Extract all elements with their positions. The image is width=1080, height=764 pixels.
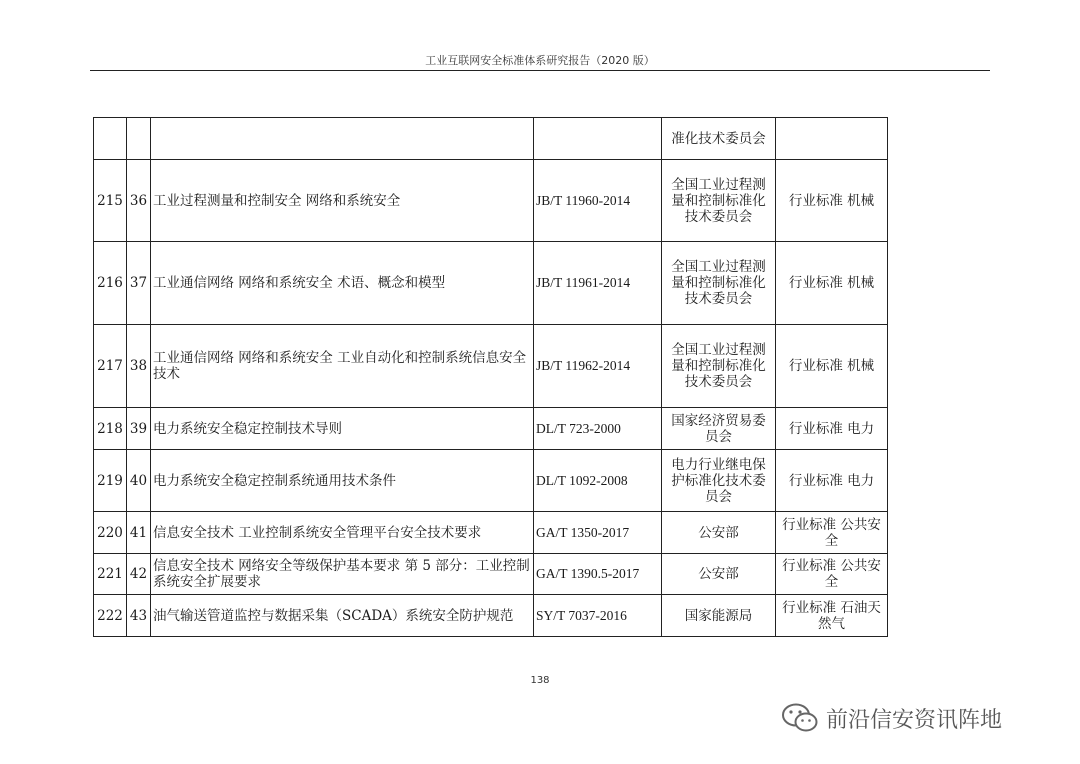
row-sub-seq: 43 bbox=[127, 595, 151, 637]
table-row bbox=[94, 450, 1000, 512]
table-row bbox=[94, 160, 1000, 242]
page-number: 138 bbox=[530, 675, 550, 686]
row-standard-type bbox=[776, 118, 888, 160]
row-seq: 222 bbox=[94, 595, 127, 637]
row-standard-code: JB/T 11961-2014 bbox=[534, 242, 662, 325]
row-standard-type: 行业标准 电力 bbox=[776, 450, 888, 512]
row-standard-code bbox=[534, 118, 662, 160]
page-header-title: 工业互联网安全标准体系研究报告（2020 版） bbox=[425, 54, 655, 67]
row-standard-type: 行业标准 机械 bbox=[776, 160, 888, 242]
row-seq: 218 bbox=[94, 408, 127, 450]
row-standard-name: 油气输送管道监控与数据采集（SCADA）系统安全防护规范 bbox=[151, 595, 534, 637]
row-standard-type: 行业标准 石油天然气 bbox=[776, 595, 888, 637]
row-sub-seq: 42 bbox=[127, 554, 151, 595]
table-row bbox=[94, 242, 1000, 325]
row-standard-name: 信息安全技术 网络安全等级保护基本要求 第 5 部分：工业控制系统安全扩展要求 bbox=[151, 554, 534, 595]
row-standard-code: JB/T 11960-2014 bbox=[534, 160, 662, 242]
row-issuing-org: 公安部 bbox=[662, 554, 776, 595]
row-standard-code: DL/T 723-2000 bbox=[534, 408, 662, 450]
row-standard-name: 信息安全技术 工业控制系统安全管理平台安全技术要求 bbox=[151, 512, 534, 554]
row-standard-name: 工业过程测量和控制安全 网络和系统安全 bbox=[151, 160, 534, 242]
row-sub-seq: 38 bbox=[127, 325, 151, 408]
row-standard-name bbox=[151, 118, 534, 160]
row-standard-name: 工业通信网络 网络和系统安全 工业自动化和控制系统信息安全技术 bbox=[151, 325, 534, 408]
row-sub-seq: 36 bbox=[127, 160, 151, 242]
row-standard-code: GA/T 1390.5-2017 bbox=[534, 554, 662, 595]
row-seq: 216 bbox=[94, 242, 127, 325]
row-standard-code: JB/T 11962-2014 bbox=[534, 325, 662, 408]
row-seq: 219 bbox=[94, 450, 127, 512]
wechat-icon bbox=[780, 701, 820, 735]
row-sub-seq bbox=[127, 118, 151, 160]
table-row bbox=[94, 408, 1000, 450]
header-divider bbox=[90, 70, 990, 71]
row-issuing-org: 公安部 bbox=[662, 512, 776, 554]
row-issuing-org: 全国工业过程测量和控制标准化技术委员会 bbox=[662, 325, 776, 408]
row-seq: 215 bbox=[94, 160, 127, 242]
row-issuing-org: 全国工业过程测量和控制标准化技术委员会 bbox=[662, 242, 776, 325]
row-standard-code: DL/T 1092-2008 bbox=[534, 450, 662, 512]
table-row bbox=[94, 118, 1000, 160]
row-standard-type: 行业标准 机械 bbox=[776, 242, 888, 325]
row-issuing-org: 准化技术委员会 bbox=[662, 118, 776, 160]
row-seq bbox=[94, 118, 127, 160]
row-issuing-org: 电力行业继电保护标准化技术委员会 bbox=[662, 450, 776, 512]
table-row bbox=[94, 512, 1000, 554]
table-row bbox=[94, 325, 1000, 408]
row-standard-name: 电力系统安全稳定控制系统通用技术条件 bbox=[151, 450, 534, 512]
row-standard-code: GA/T 1350-2017 bbox=[534, 512, 662, 554]
row-standard-type: 行业标准 公共安全 bbox=[776, 512, 888, 554]
table-row bbox=[94, 595, 1000, 637]
row-standard-type: 行业标准 公共安全 bbox=[776, 554, 888, 595]
row-seq: 220 bbox=[94, 512, 127, 554]
watermark-text: 前沿信安资讯阵地 bbox=[826, 707, 1003, 733]
row-sub-seq: 41 bbox=[127, 512, 151, 554]
row-issuing-org: 国家经济贸易委员会 bbox=[662, 408, 776, 450]
row-seq: 217 bbox=[94, 325, 127, 408]
row-sub-seq: 40 bbox=[127, 450, 151, 512]
row-standard-name: 工业通信网络 网络和系统安全 术语、概念和模型 bbox=[151, 242, 534, 325]
row-sub-seq: 37 bbox=[127, 242, 151, 325]
watermark bbox=[780, 700, 1002, 736]
row-sub-seq: 39 bbox=[127, 408, 151, 450]
row-standard-name: 电力系统安全稳定控制技术导则 bbox=[151, 408, 534, 450]
row-standard-type: 行业标准 机械 bbox=[776, 325, 888, 408]
table-row bbox=[94, 554, 1000, 595]
row-standard-code: SY/T 7037-2016 bbox=[534, 595, 662, 637]
row-standard-type: 行业标准 电力 bbox=[776, 408, 888, 450]
row-seq: 221 bbox=[94, 554, 127, 595]
row-issuing-org: 国家能源局 bbox=[662, 595, 776, 637]
standards-table bbox=[93, 117, 1000, 637]
row-issuing-org: 全国工业过程测量和控制标准化技术委员会 bbox=[662, 160, 776, 242]
